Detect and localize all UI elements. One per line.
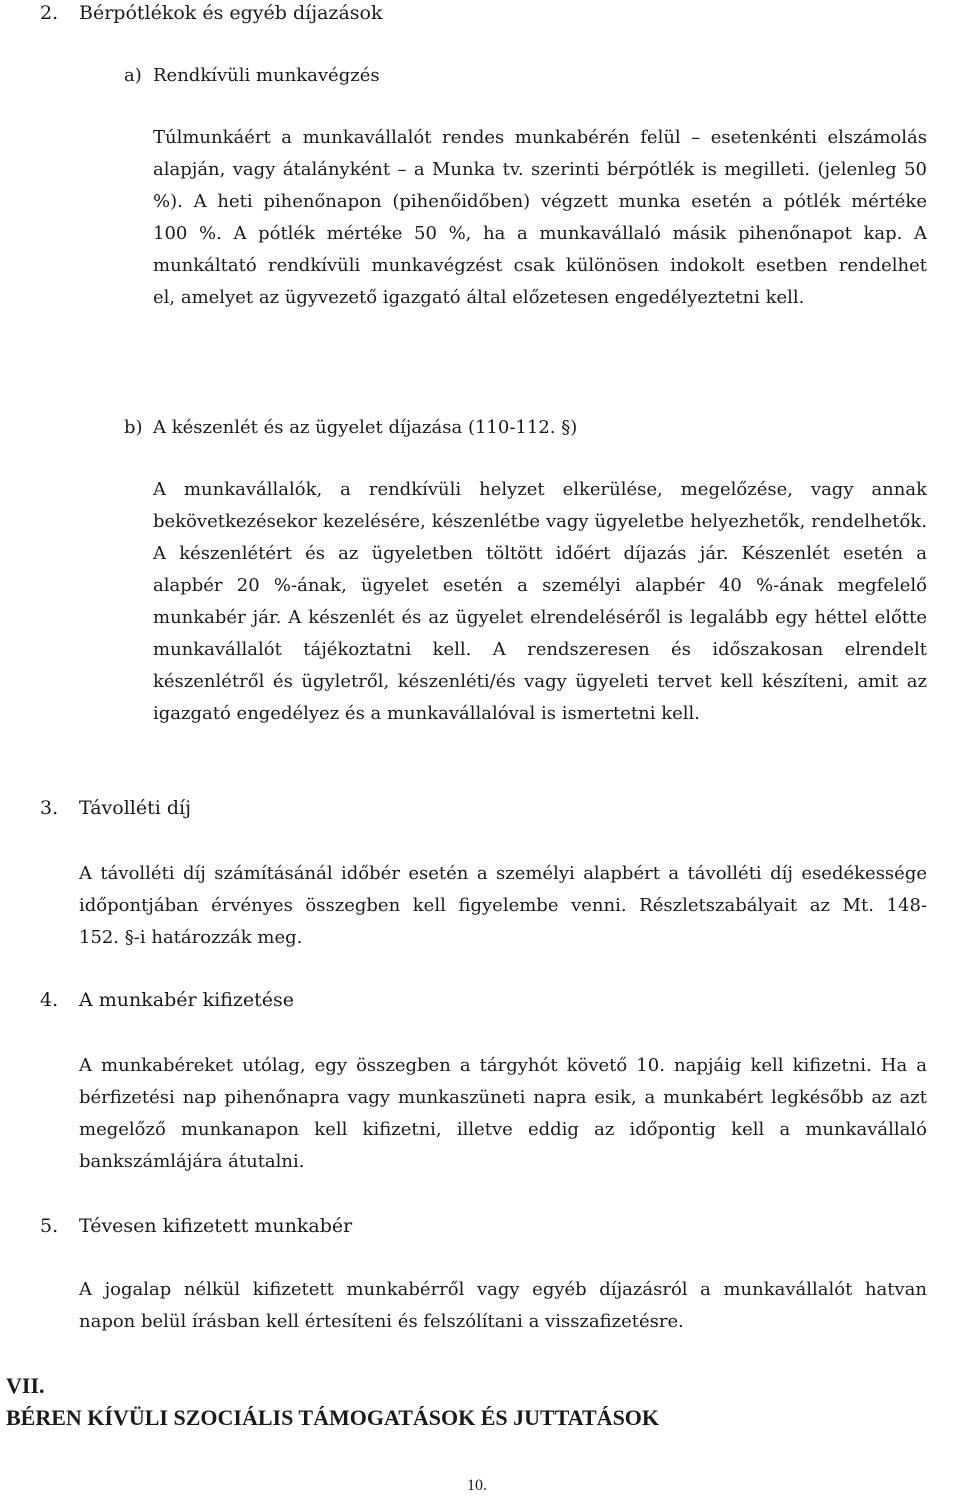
section-4-line-1: A munkabéreket utólag, egy összegben a tárgyhót követő 10. napjáig kell kifizetni. Ha a xyxy=(79,1055,927,1076)
section-4-line-4: bankszámlájára átutalni. xyxy=(79,1151,305,1172)
paragraph-b-line-5: munkabér jár. A készenlét és az ügyelet elrendeléséről is legalább egy héttel előtte xyxy=(153,607,927,628)
paragraph-b-line-3: A készenlétért és az ügyeletben töltött időért díjazás jár. Készenlét esetén a xyxy=(153,543,927,564)
section-5-title: Tévesen kifizetett munkabér xyxy=(79,1215,353,1237)
paragraph-b-line-6: munkavállalót tájékoztatni kell. A rendszeresen és időszakosan elrendelt xyxy=(153,639,927,660)
chapter-number: VII. xyxy=(6,1373,45,1398)
subsection-b-label: b) xyxy=(124,417,143,438)
paragraph-a-line-4: 100 %. A pótlék mértéke 50 %, ha a munkavállaló másik pihenőnapot kap. A xyxy=(153,223,927,244)
paragraph-b-line-2: bekövetkezésekor kezelésére, készenlétbe vagy ügyeletbe helyezhetők, rendelhetők. xyxy=(153,511,927,532)
section-4-line-2: bérfizetési nap pihenőnapra vagy munkaszüneti napra esik, a munkabért legkésőbb az azt xyxy=(79,1087,927,1108)
section-2-number: 2. xyxy=(40,2,59,24)
paragraph-a-line-3: %). A heti pihenőnapon (pihenőidőben) végzett munka esetén a pótlék mértéke xyxy=(153,191,927,212)
section-5-line-1: A jogalap nélkül kifizetett munkabérről vagy egyéb díjazásról a munkavállalót hatvan xyxy=(79,1279,927,1300)
paragraph-a-line-6: el, amelyet az ügyvezető igazgató által előzetesen engedélyeztetni kell. xyxy=(153,287,805,308)
section-5-number: 5. xyxy=(40,1215,59,1237)
paragraph-b-line-1: A munkavállalók, a rendkívüli helyzet elkerülése, megelőzése, vagy annak xyxy=(153,479,927,500)
paragraph-b-line-8: igazgató engedélyez és a munkavállalóval is ismertetni kell. xyxy=(153,703,701,724)
subsection-a-title: Rendkívüli munkavégzés xyxy=(153,65,380,86)
subsection-b-title: A készenlét és az ügyelet díjazása (110-112. §) xyxy=(153,417,578,438)
section-3-line-2: időpontjában érvényes összegben kell figyelembe venni. Részletszabályait az Mt. 148- xyxy=(79,895,927,916)
paragraph-a-line-1: Túlmunkáért a munkavállalót rendes munkabérén felül – esetenkénti elszámolás xyxy=(153,127,927,148)
subsection-a-label: a) xyxy=(124,65,142,86)
section-4-number: 4. xyxy=(40,989,59,1011)
paragraph-a-line-2: alapján, vagy átalányként – a Munka tv. szerinti bérpótlék is megilleti. (jelenleg 50 xyxy=(153,159,927,180)
page-number: 10. xyxy=(467,1477,487,1494)
section-3-line-1: A távolléti díj számításánál időbér esetén a személyi alapbért a távolléti díj esedékessége xyxy=(79,863,927,884)
paragraph-b-line-4: alapbér 20 %-ának, ügyelet esetén a személyi alapbér 40 %-ának megfelelő xyxy=(153,575,927,596)
section-3-line-3: 152. §-i határozzák meg. xyxy=(79,927,303,948)
chapter-title: BÉREN KÍVÜLI SZOCIÁLIS TÁMOGATÁSOK ÉS JUTTATÁSOK xyxy=(6,1405,660,1430)
section-2-title: Bérpótlékok és egyéb díjazások xyxy=(79,2,383,24)
section-4-line-3: megelőző munkanapon kell kifizetni, illetve eddig az időpontig kell a munkavállaló xyxy=(79,1119,927,1140)
paragraph-a-line-5: munkáltató rendkívüli munkavégzést csak különösen indokolt esetben rendelhet xyxy=(153,255,927,276)
section-3-title: Távolléti díj xyxy=(79,797,191,819)
section-4-title: A munkabér kifizetése xyxy=(79,989,295,1011)
paragraph-b-line-7: készenlétről és ügyletről, készenléti/és vagy ügyeleti tervet kell készíteni, amit az xyxy=(153,671,927,692)
section-5-line-2: napon belül írásban kell értesíteni és felszólítani a visszafizetésre. xyxy=(79,1311,684,1332)
section-3-number: 3. xyxy=(40,797,59,819)
